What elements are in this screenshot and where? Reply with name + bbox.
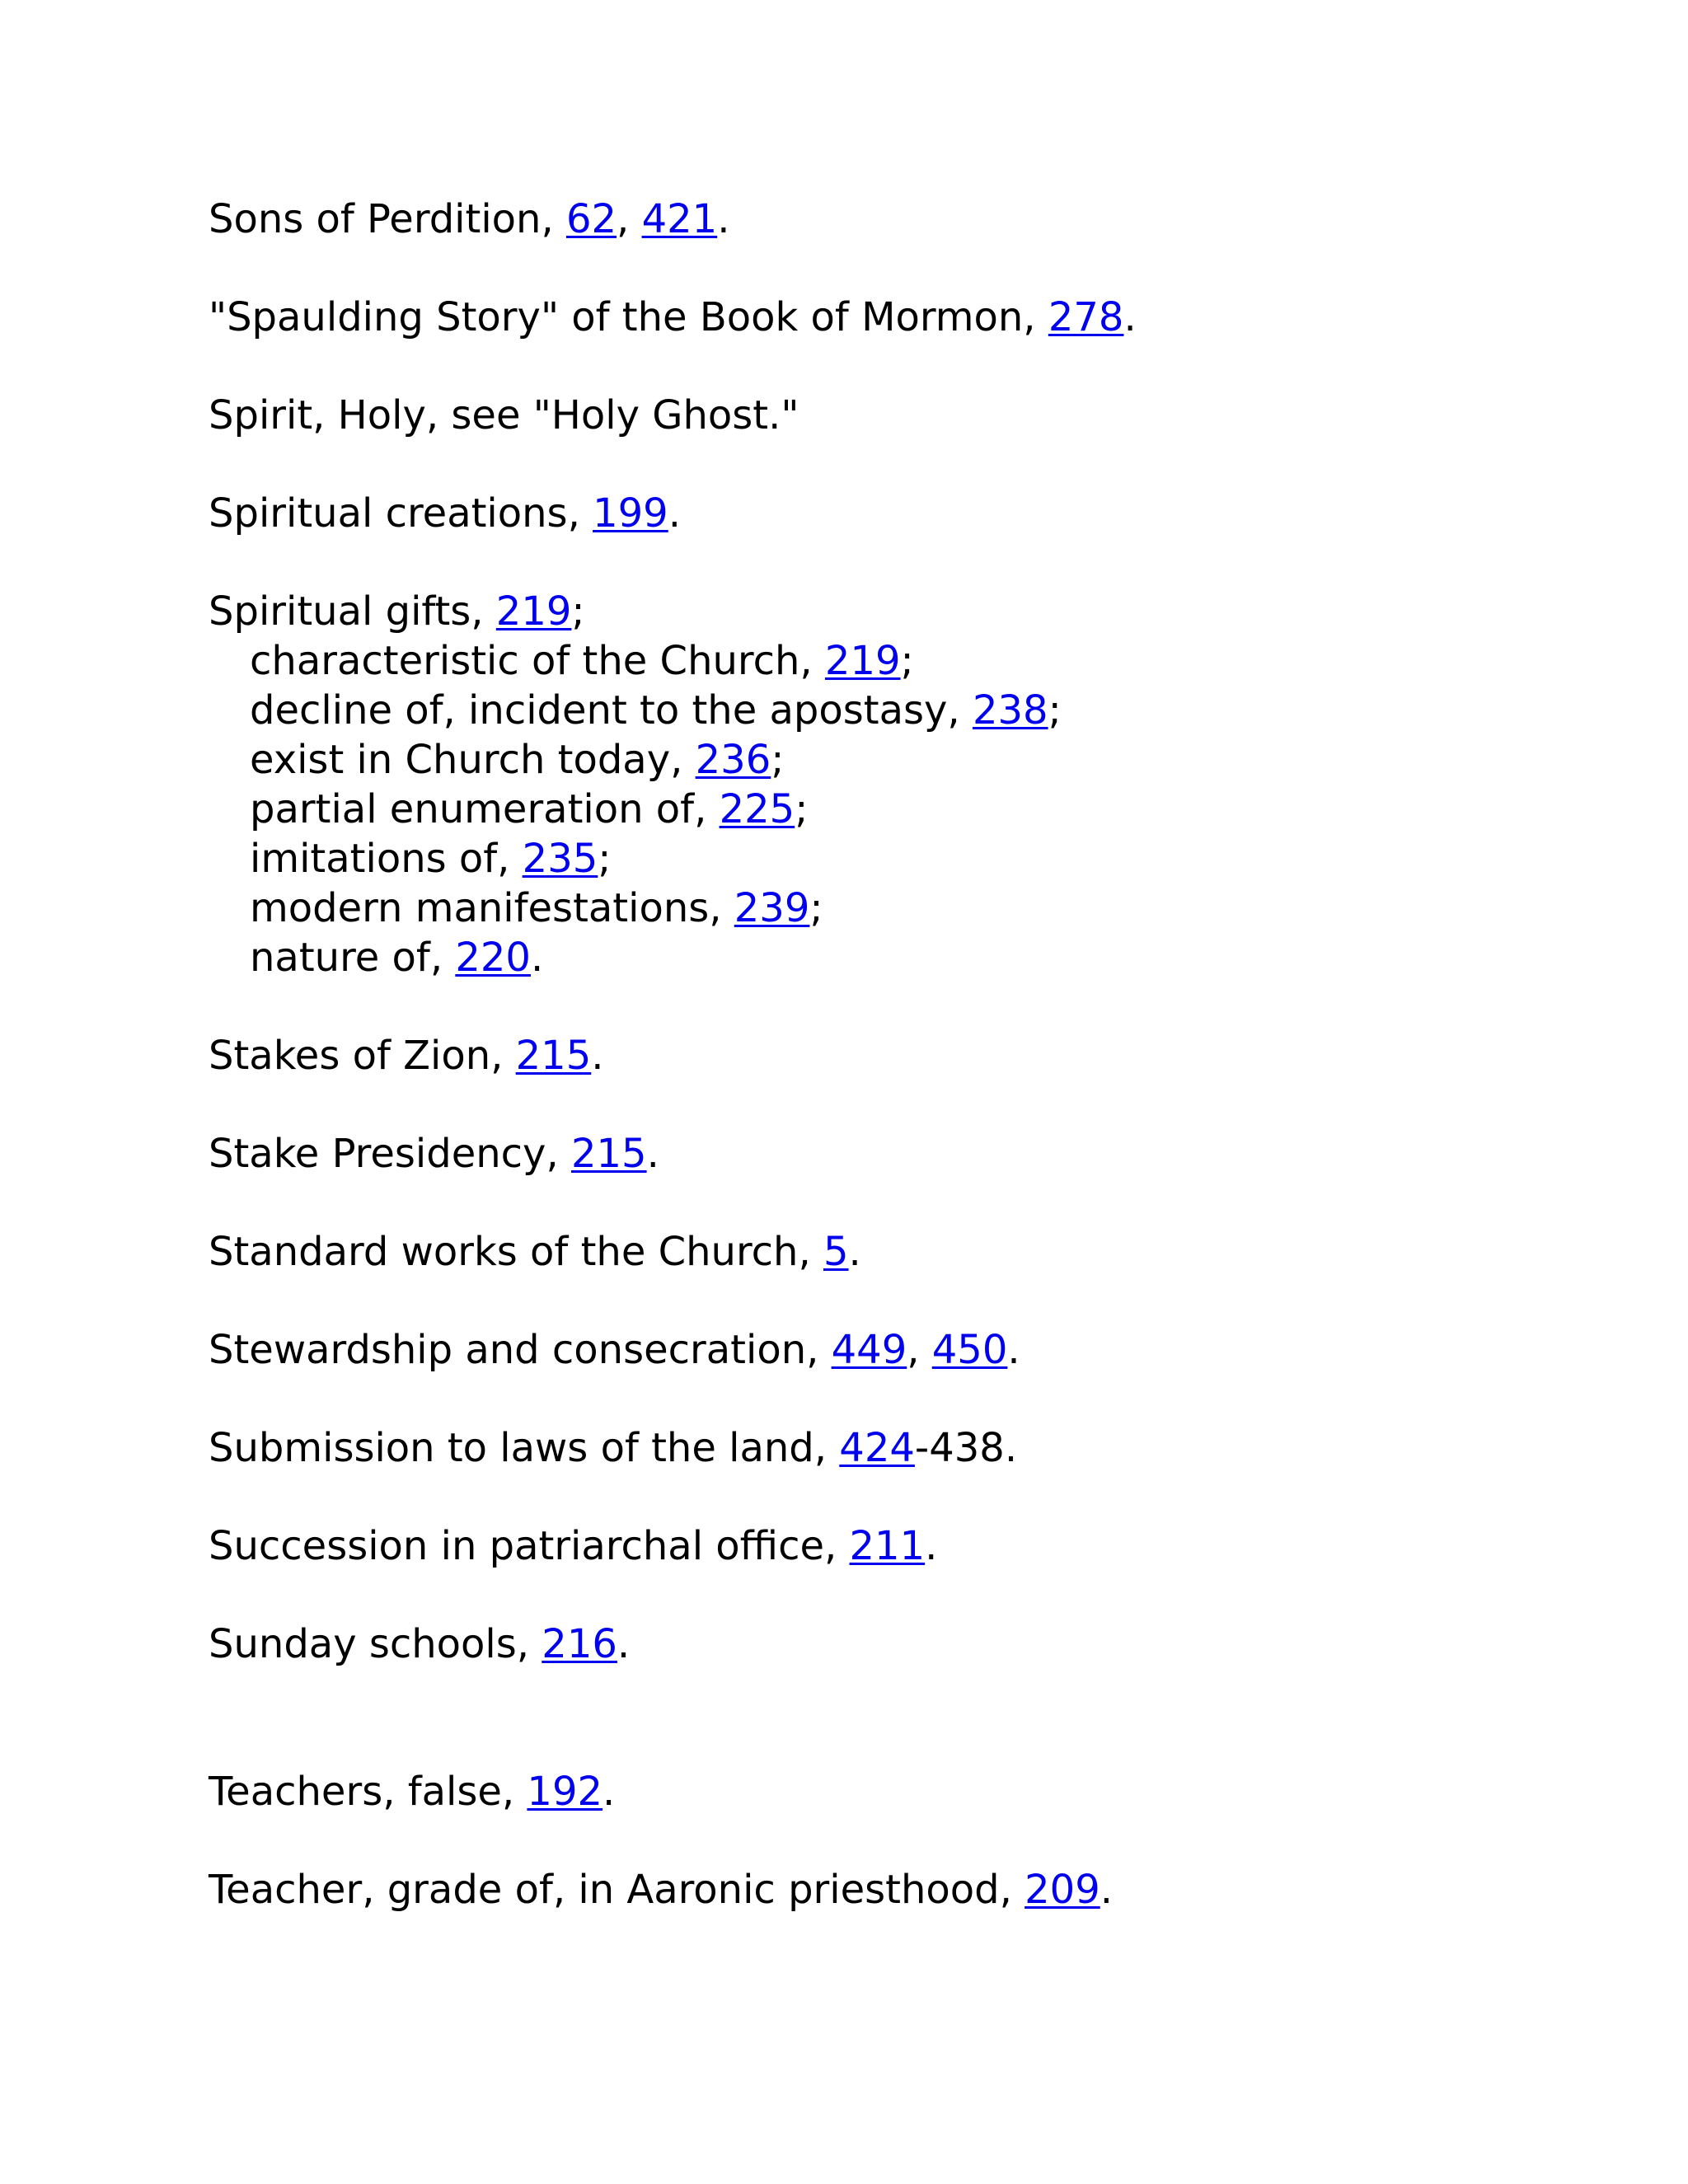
index-entry	[209, 1767, 1610, 1816]
entry-text: imitations of,	[250, 836, 523, 882]
entry-text: Sunday schools,	[209, 1621, 542, 1667]
separator: ;	[598, 836, 612, 882]
index-group	[209, 391, 1610, 440]
entry-text: Standard works of the Church,	[209, 1229, 823, 1275]
separator: .	[1123, 294, 1137, 340]
separator: .	[591, 1033, 604, 1079]
page-link[interactable]: 199	[593, 490, 668, 537]
index-subentry	[209, 834, 1610, 883]
index-group	[209, 1619, 1610, 1669]
page-link[interactable]: 236	[695, 737, 771, 783]
index-subentry	[209, 686, 1610, 735]
page-link[interactable]: 192	[527, 1769, 603, 1815]
index-entry	[209, 391, 1610, 440]
index-entry	[209, 489, 1610, 538]
index-entry	[209, 1521, 1610, 1571]
index-entry	[209, 1129, 1610, 1179]
page-link[interactable]: 216	[542, 1621, 617, 1667]
entry-text: "Spaulding Story" of the Book of Mormon,	[209, 294, 1048, 340]
index-group	[209, 1423, 1610, 1473]
index-group	[209, 1227, 1610, 1277]
page-link[interactable]: 449	[831, 1327, 907, 1373]
entry-text: characteristic of the Church,	[250, 638, 825, 684]
entry-text: nature of,	[250, 935, 456, 981]
separator: .	[603, 1769, 616, 1815]
separator: .	[925, 1523, 938, 1569]
index-entry	[209, 1865, 1610, 1915]
entry-text: Teachers, false,	[209, 1769, 528, 1815]
entry-text: decline of, incident to the apostasy,	[250, 687, 973, 733]
page-link[interactable]: 450	[931, 1327, 1008, 1373]
entry-text: Stewardship and consecration,	[209, 1327, 832, 1373]
entry-text: Succession in patriarchal office,	[209, 1523, 850, 1569]
index-group	[209, 587, 1610, 982]
entry-text: Spirit, Holy, see "Holy Ghost."	[209, 392, 799, 438]
page-link[interactable]: 211	[849, 1523, 926, 1569]
page-link[interactable]: 225	[719, 786, 795, 832]
index-group	[209, 1521, 1610, 1571]
index-entry	[209, 1325, 1610, 1375]
entry-text: Teacher, grade of, in Aaronic priesthood,	[209, 1867, 1025, 1913]
separator: ,	[907, 1327, 932, 1373]
separator: .	[1100, 1867, 1114, 1913]
page-link[interactable]: 215	[570, 1131, 647, 1177]
index-subentry	[209, 735, 1610, 785]
index-group	[209, 1767, 1610, 1816]
index-group	[209, 1031, 1610, 1080]
index-entry	[209, 1227, 1610, 1277]
separator: .	[848, 1229, 861, 1275]
page-link[interactable]: 235	[522, 836, 598, 882]
index-page	[209, 194, 1610, 1915]
page-link[interactable]: 424	[839, 1425, 915, 1471]
entry-text: partial enumeration of,	[250, 786, 720, 832]
entry-text: Sons of Perdition,	[209, 196, 566, 242]
page-link[interactable]: 219	[495, 588, 572, 635]
entry-text: Stakes of Zion,	[209, 1033, 516, 1079]
separator: .	[646, 1131, 659, 1177]
separator: .	[668, 490, 681, 537]
entry-text: Spiritual creations,	[209, 490, 593, 537]
page-link[interactable]: 238	[972, 687, 1048, 733]
page-link[interactable]: 278	[1048, 294, 1124, 340]
entry-text: Stake Presidency,	[209, 1131, 571, 1177]
page-link[interactable]: 215	[515, 1033, 592, 1079]
separator: .	[530, 935, 544, 981]
index-group	[209, 1865, 1610, 1915]
page-link[interactable]: 219	[824, 638, 901, 684]
entry-text: Spiritual gifts,	[209, 588, 496, 635]
index-entry	[209, 1619, 1610, 1669]
separator: .	[617, 1621, 631, 1667]
separator: ;	[809, 885, 823, 931]
entry-text: modern manifestations,	[250, 885, 734, 931]
index-group	[209, 489, 1610, 538]
entry-text: Submission to laws of the land,	[209, 1425, 840, 1471]
separator: ;	[795, 786, 809, 832]
index-subentry	[209, 933, 1610, 982]
separator: -438.	[914, 1425, 1018, 1471]
index-subentry	[209, 785, 1610, 834]
page-link[interactable]: 220	[455, 935, 531, 981]
page-link[interactable]: 62	[565, 196, 617, 242]
index-subentry	[209, 883, 1610, 933]
separator: ;	[1048, 687, 1062, 733]
page-link[interactable]: 5	[823, 1229, 849, 1275]
index-subentry	[209, 636, 1610, 686]
separator: ;	[900, 638, 914, 684]
index-entry	[209, 1423, 1610, 1473]
index-entry	[209, 1031, 1610, 1080]
separator: ,	[617, 196, 642, 242]
index-group	[209, 194, 1610, 244]
page-link[interactable]: 239	[734, 885, 810, 931]
index-entry	[209, 587, 1610, 636]
separator: .	[717, 196, 730, 242]
index-group	[209, 1325, 1610, 1375]
index-group	[209, 293, 1610, 342]
separator: .	[1007, 1327, 1020, 1373]
separator: ;	[771, 737, 785, 783]
index-entry	[209, 293, 1610, 342]
page-link[interactable]: 209	[1025, 1867, 1100, 1913]
index-entry	[209, 194, 1610, 244]
entry-text: exist in Church today,	[250, 737, 696, 783]
page-link[interactable]: 421	[641, 196, 718, 242]
index-group	[209, 1129, 1610, 1179]
separator: ;	[571, 588, 585, 635]
